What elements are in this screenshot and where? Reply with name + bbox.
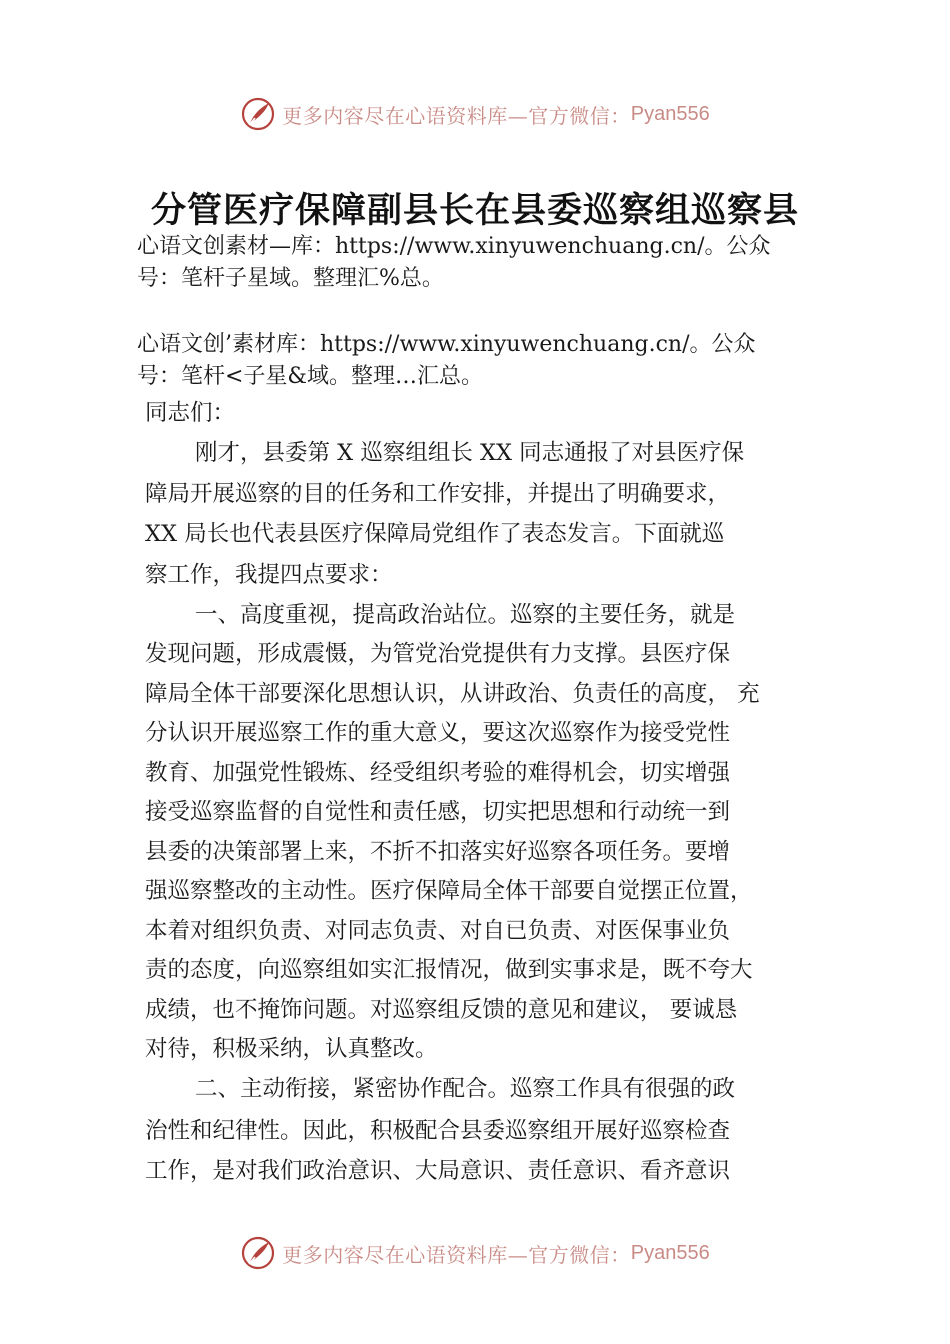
footer-banner: [0, 1233, 950, 1273]
body-line: 一、高度重视，提高政治站位。巡察的主要任务，就是: [195, 602, 736, 628]
document-title: 分管医疗保障副县长在县委巡察组巡察县: [150, 190, 799, 231]
body-line: 本着对组织负责、对同志负责、对自已负责、对医保事业负: [145, 918, 731, 944]
body-line: 责的态度，向巡察组如实汇报情况，做到实事求是，既不夸大: [145, 957, 753, 983]
feather-pen-logo-icon: [240, 1235, 276, 1271]
body-line: 分认识开展巡察工作的重大意义，要这次巡察作为接受党性: [145, 720, 731, 746]
body-line: 同志们：: [145, 400, 236, 426]
banner-text: 更多内容尽在心语资料库—官方微信：: [282, 1242, 631, 1267]
body-line: 二、主动衔接，紧密协作配合。巡察工作具有很强的政: [195, 1076, 736, 1102]
banner-wechat-id: Pyan556: [630, 102, 710, 125]
source-note-2: [137, 329, 837, 393]
body-line: 障局全体干部要深化思想认识，从讲政治、负责任的高度， 充: [145, 681, 760, 707]
source-note-1-line-1: 心语文创素材—库：https://www.xinyuwenchuang.cn/。公众: [137, 234, 771, 259]
body-line: 障局开展巡察的目的任务和工作安排，并提出了明确要求，: [145, 481, 731, 507]
body-line: XX 局长也代表县医疗保障局党组作了表态发言。下面就巡: [145, 521, 725, 547]
body-line: 县委的决策部署上来，不折不扣落实好巡察各项任务。要增: [145, 839, 731, 865]
body-line: 察工作，我提四点要求：: [145, 562, 393, 588]
body-line: 接受巡察监督的自觉性和责任感，切实把思想和行动统一到: [145, 799, 731, 825]
source-note-1-line-2: 号：笔杆子星域。整理汇%总。: [137, 266, 444, 291]
banner-text: 更多内容尽在心语资料库—官方微信：: [282, 103, 631, 128]
body-line: 强巡察整改的主动性。医疗保障局全体干部要自觉摆正位置，: [145, 878, 753, 904]
source-note-2-line-1: 心语文创’素材库：https://www.xinyuwenchuang.cn/。公众: [137, 332, 756, 357]
body-line: 治性和纪律性。因此，积极配合县委巡察组开展好巡察检查: [145, 1118, 731, 1144]
body-line: 成绩，也不掩饰问题。对巡察组反馈的意见和建议， 要诚恳: [145, 997, 738, 1023]
body-line: 对待，积极采纳，认真整改。: [145, 1036, 438, 1062]
banner-wechat-id: Pyan556: [630, 1241, 710, 1264]
body-line: 教育、加强党性锻炼、经受组织考验的难得机会，切实增强: [145, 760, 731, 786]
feather-pen-logo-icon: [240, 96, 276, 132]
body-line: 发现问题，形成震慑，为管党治党提供有力支撑。县医疗保: [145, 641, 731, 667]
body-line: 工作，是对我们政治意识、大局意识、责任意识、看齐意识: [145, 1158, 731, 1184]
header-banner: [0, 94, 950, 134]
body-line: 刚才，县委第 X 巡察组组长 XX 同志通报了对县医疗保: [195, 440, 745, 466]
source-note-2-line-2: 号：笔杆<子星&域。整理…汇总。: [137, 364, 484, 389]
source-note-1: [137, 231, 837, 295]
